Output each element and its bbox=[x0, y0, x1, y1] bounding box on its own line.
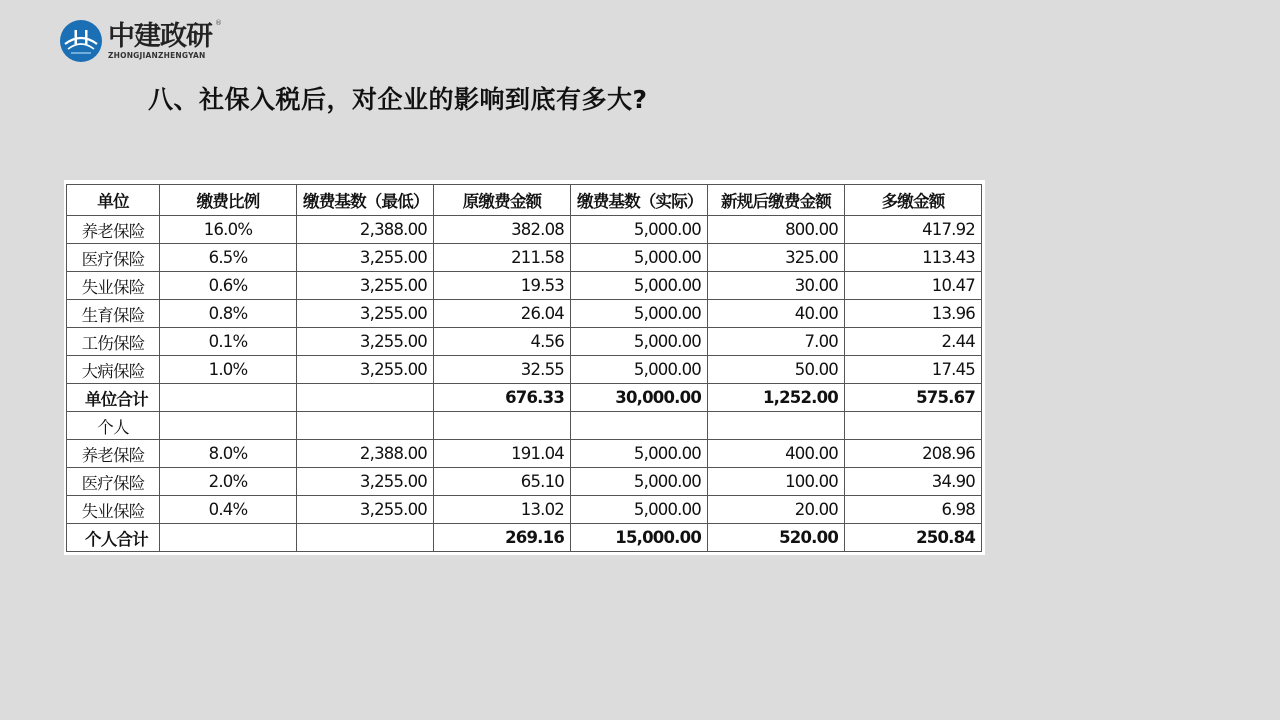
table-cell bbox=[571, 412, 708, 440]
header-cell: 多缴金额 bbox=[845, 185, 982, 216]
table-cell bbox=[845, 412, 982, 440]
table-cell: 10.47 bbox=[845, 272, 982, 300]
table-cell: 208.96 bbox=[845, 440, 982, 468]
row-label-cell: 失业保险 bbox=[67, 272, 160, 300]
table-cell: 3,255.00 bbox=[297, 328, 434, 356]
table-header-row bbox=[67, 185, 982, 216]
header-cell: 新规后缴费金额 bbox=[708, 185, 845, 216]
header-cell: 原缴费金额 bbox=[434, 185, 571, 216]
table-cell: 19.53 bbox=[434, 272, 571, 300]
table-cell: 6.98 bbox=[845, 496, 982, 524]
social-insurance-table bbox=[66, 184, 982, 552]
table-cell: 5,000.00 bbox=[571, 468, 708, 496]
table-cell: 32.55 bbox=[434, 356, 571, 384]
table-cell: 2.44 bbox=[845, 328, 982, 356]
table-cell bbox=[297, 524, 434, 552]
table-cell: 3,255.00 bbox=[297, 300, 434, 328]
table-row bbox=[67, 300, 982, 328]
table-cell: 15,000.00 bbox=[571, 524, 708, 552]
logo-emblem-icon bbox=[60, 20, 102, 62]
table-cell: 382.08 bbox=[434, 216, 571, 244]
table-row bbox=[67, 244, 982, 272]
table-cell: 7.00 bbox=[708, 328, 845, 356]
row-label-cell: 养老保险 bbox=[67, 440, 160, 468]
table-row bbox=[67, 216, 982, 244]
social-insurance-table-container bbox=[64, 180, 985, 555]
table-cell: 191.04 bbox=[434, 440, 571, 468]
row-label-cell: 医疗保险 bbox=[67, 244, 160, 272]
row-label-cell: 个人 bbox=[67, 412, 160, 440]
table-cell: 113.43 bbox=[845, 244, 982, 272]
table-cell: 5,000.00 bbox=[571, 244, 708, 272]
table-cell: 0.1% bbox=[160, 328, 297, 356]
table-cell: 3,255.00 bbox=[297, 244, 434, 272]
logo-name-cn: 中建政研 ® bbox=[108, 18, 221, 52]
table-row bbox=[67, 440, 982, 468]
row-label-cell: 医疗保险 bbox=[67, 468, 160, 496]
table-cell bbox=[160, 384, 297, 412]
table-cell: 250.84 bbox=[845, 524, 982, 552]
table-cell: 1.0% bbox=[160, 356, 297, 384]
table-cell: 417.92 bbox=[845, 216, 982, 244]
row-label-cell: 单位合计 bbox=[67, 384, 160, 412]
row-label-cell: 个人合计 bbox=[67, 524, 160, 552]
table-cell: 676.33 bbox=[434, 384, 571, 412]
table-cell: 5,000.00 bbox=[571, 496, 708, 524]
table-cell: 34.90 bbox=[845, 468, 982, 496]
header-cell: 缴费比例 bbox=[160, 185, 297, 216]
table-cell: 2,388.00 bbox=[297, 216, 434, 244]
row-label-cell: 养老保险 bbox=[67, 216, 160, 244]
table-cell: 30,000.00 bbox=[571, 384, 708, 412]
table-cell: 2,388.00 bbox=[297, 440, 434, 468]
header-cell: 缴费基数（最低） bbox=[297, 185, 434, 216]
header-cell: 缴费基数（实际） bbox=[571, 185, 708, 216]
table-cell: 269.16 bbox=[434, 524, 571, 552]
table-cell: 2.0% bbox=[160, 468, 297, 496]
logo-name-en: ZHONGJIANZHENGYAN bbox=[108, 50, 206, 60]
table-cell: 0.6% bbox=[160, 272, 297, 300]
table-row bbox=[67, 328, 982, 356]
table-cell: 325.00 bbox=[708, 244, 845, 272]
table-cell: 520.00 bbox=[708, 524, 845, 552]
table-cell: 13.02 bbox=[434, 496, 571, 524]
table-cell: 4.56 bbox=[434, 328, 571, 356]
table-cell: 13.96 bbox=[845, 300, 982, 328]
table-cell: 800.00 bbox=[708, 216, 845, 244]
header-cell: 单位 bbox=[67, 185, 160, 216]
row-label-cell: 大病保险 bbox=[67, 356, 160, 384]
table-cell: 65.10 bbox=[434, 468, 571, 496]
table-cell bbox=[297, 384, 434, 412]
table-cell: 5,000.00 bbox=[571, 440, 708, 468]
page-title: 八、社保入税后，对企业的影响到底有多大? bbox=[148, 85, 648, 114]
table-cell: 8.0% bbox=[160, 440, 297, 468]
table-row bbox=[67, 272, 982, 300]
company-logo bbox=[60, 18, 221, 62]
table-cell: 1,252.00 bbox=[708, 384, 845, 412]
row-label-cell: 失业保险 bbox=[67, 496, 160, 524]
table-cell: 3,255.00 bbox=[297, 272, 434, 300]
table-cell: 6.5% bbox=[160, 244, 297, 272]
table-cell: 100.00 bbox=[708, 468, 845, 496]
table-row bbox=[67, 496, 982, 524]
table-cell: 0.8% bbox=[160, 300, 297, 328]
table-cell: 575.67 bbox=[845, 384, 982, 412]
table-cell: 5,000.00 bbox=[571, 300, 708, 328]
table-cell: 16.0% bbox=[160, 216, 297, 244]
table-total-row bbox=[67, 384, 982, 412]
table-cell bbox=[708, 412, 845, 440]
table-cell: 30.00 bbox=[708, 272, 845, 300]
table-cell: 20.00 bbox=[708, 496, 845, 524]
table-cell: 3,255.00 bbox=[297, 496, 434, 524]
row-label-cell: 生育保险 bbox=[67, 300, 160, 328]
table-cell: 0.4% bbox=[160, 496, 297, 524]
table-cell: 50.00 bbox=[708, 356, 845, 384]
table-row bbox=[67, 468, 982, 496]
table-cell: 5,000.00 bbox=[571, 216, 708, 244]
table-cell bbox=[160, 524, 297, 552]
table-total-row bbox=[67, 524, 982, 552]
table-cell: 5,000.00 bbox=[571, 272, 708, 300]
registered-mark: ® bbox=[215, 18, 221, 27]
table-section-row bbox=[67, 412, 982, 440]
table-cell bbox=[160, 412, 297, 440]
table-cell: 40.00 bbox=[708, 300, 845, 328]
table-row bbox=[67, 356, 982, 384]
row-label-cell: 工伤保险 bbox=[67, 328, 160, 356]
table-cell bbox=[434, 412, 571, 440]
table-cell: 211.58 bbox=[434, 244, 571, 272]
table-cell: 26.04 bbox=[434, 300, 571, 328]
table-cell: 17.45 bbox=[845, 356, 982, 384]
table-cell bbox=[297, 412, 434, 440]
table-cell: 3,255.00 bbox=[297, 468, 434, 496]
table-cell: 3,255.00 bbox=[297, 356, 434, 384]
table-cell: 400.00 bbox=[708, 440, 845, 468]
table-cell: 5,000.00 bbox=[571, 356, 708, 384]
table-cell: 5,000.00 bbox=[571, 328, 708, 356]
